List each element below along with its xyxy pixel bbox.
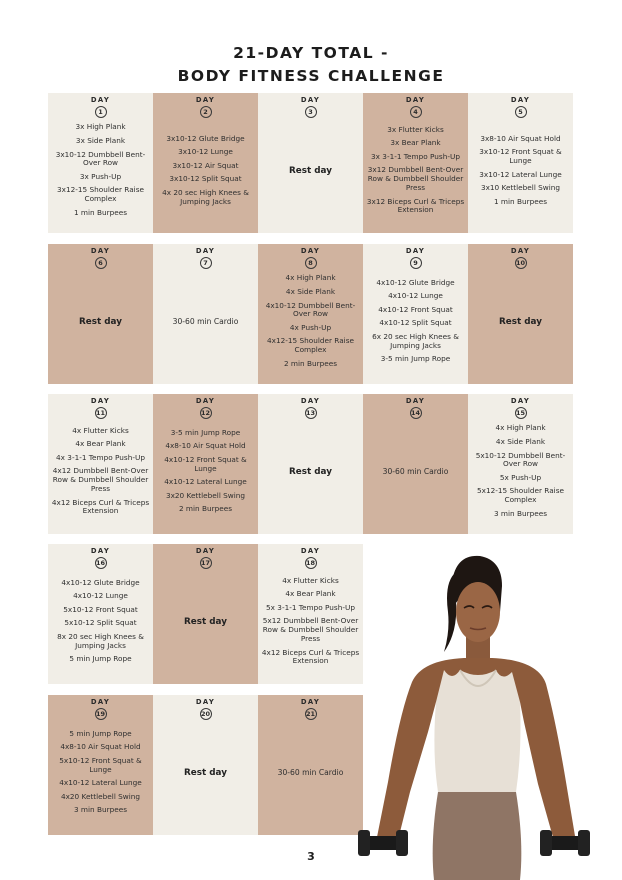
week-row-4 <box>48 544 363 684</box>
exercise-item: 4x10-12 Lunge <box>388 291 443 301</box>
exercise-item: 3 min Burpees <box>73 805 128 815</box>
day-label: DAY <box>195 96 216 104</box>
exercise-item: 4x12-15 Shoulder Raise Complex <box>267 336 354 355</box>
exercise-item: 3x10-12 Front Squat & Lunge <box>479 147 562 165</box>
exercise-item: 4x10-12 Glute Bridge <box>376 277 455 287</box>
day-content <box>261 720 360 835</box>
day-label: DAY <box>90 96 111 104</box>
day-number-badge: 18 <box>305 559 316 567</box>
exercise-item: 3-5 min Jump Rope <box>170 427 241 437</box>
day-content <box>51 269 150 384</box>
week-row-2 <box>48 244 573 384</box>
page-number: 3 <box>307 850 315 863</box>
title-line-1: 21-DAY TOTAL - <box>233 44 389 62</box>
day-number-badge: 4 <box>410 106 422 118</box>
exercise-item: 6x 20 sec High Knees & Jumping Jacks <box>372 332 459 350</box>
exercise-item: 5x10-12 Front Squat <box>63 604 138 614</box>
day-cell <box>468 93 573 233</box>
exercise-item: 4x10-12 Split Squat <box>379 318 452 328</box>
exercise-item: 5x10-12 Dumbbell Bent-Over Row <box>475 450 566 469</box>
exercise-item: 3x Bear Plank <box>390 138 441 148</box>
day-content <box>471 118 570 233</box>
day-label: DAY <box>195 547 216 555</box>
exercise-item: 5x12 Dumbbell Bent-Over Row & Dumbbell Shoulder Press <box>262 616 359 644</box>
day-cell <box>153 394 258 534</box>
exercise-item: 1 min Burpees <box>493 196 548 206</box>
exercise-item: 4x Push-Up <box>289 322 332 332</box>
exercise-item: 4x12 Biceps Curl & Triceps Extension <box>261 647 360 666</box>
day-cell <box>48 93 153 233</box>
day-label: DAY <box>510 96 531 104</box>
day-content <box>156 419 255 534</box>
exercise-item: 4x10-12 Glute Bridge <box>61 577 140 587</box>
exercise-item: 5x Push-Up <box>499 472 542 482</box>
exercise-item: 3x Side Plank <box>75 135 126 145</box>
day-cell <box>363 93 468 233</box>
exercise-item: 4x 20 sec High Knees & Jumping Jacks <box>162 187 249 206</box>
day-label: DAY <box>195 247 216 255</box>
day-cell <box>153 695 258 835</box>
rest-day-text: Rest day <box>499 316 542 327</box>
day-number-badge: 6 <box>95 257 107 269</box>
cardio-text: 30-60 min Cardio <box>277 768 344 777</box>
exercise-item: 4x8-10 Air Squat Hold <box>60 742 141 752</box>
day-content <box>51 419 150 534</box>
rest-day-text: Rest day <box>289 466 332 477</box>
exercise-item: 4x Bear Plank <box>285 589 336 599</box>
day-cell <box>48 244 153 384</box>
week-row-1 <box>48 93 573 233</box>
day-number-badge: 11 <box>95 409 106 417</box>
day-content <box>156 569 255 684</box>
exercise-item: 3x10-12 Air Squat <box>172 160 239 170</box>
day-label: DAY <box>90 247 111 255</box>
day-content <box>471 269 570 384</box>
exercise-item: 3x8-10 Air Squat Hold <box>480 133 561 143</box>
day-number-badge: 5 <box>515 106 527 118</box>
day-content <box>51 118 150 233</box>
exercise-item: 4x Flutter Kicks <box>282 575 339 585</box>
exercise-item: 5x 3-1-1 Tempo Push-Up <box>266 602 355 612</box>
exercise-item: 4x10-12 Lateral Lunge <box>164 477 247 487</box>
day-number-badge: 10 <box>515 259 526 267</box>
day-label: DAY <box>405 247 426 255</box>
day-content <box>366 118 465 233</box>
rest-day-text: Rest day <box>184 616 227 627</box>
rest-day-text: Rest day <box>79 316 122 327</box>
day-content <box>51 720 150 835</box>
day-cell <box>153 544 258 684</box>
exercise-item: 4x Side Plank <box>495 436 546 446</box>
day-label: DAY <box>300 96 321 104</box>
day-number-badge: 16 <box>95 559 106 567</box>
exercise-item: 4x20 Kettlebell Swing <box>60 791 141 801</box>
day-cell <box>258 244 363 384</box>
day-content <box>261 269 360 384</box>
exercise-item: 4x10-12 Front Squat & Lunge <box>164 454 247 473</box>
day-number-badge: 12 <box>200 409 211 417</box>
exercise-item: 3x High Plank <box>75 122 126 132</box>
day-content <box>366 419 465 534</box>
day-label: DAY <box>405 96 426 104</box>
day-content <box>261 118 360 233</box>
exercise-item: 4x10-12 Lunge <box>73 591 128 601</box>
exercise-item: 4x8-10 Air Squat Hold <box>165 441 246 451</box>
exercise-item: 8x 20 sec High Knees & Jumping Jacks <box>57 632 144 650</box>
exercise-item: 2 min Burpees <box>178 504 233 514</box>
exercise-item: 3x12 Dumbbell Bent-Over Row & Dumbbell Shoulder Press <box>367 165 464 193</box>
day-content <box>51 569 150 684</box>
exercise-item: 4x 3-1-1 Tempo Push-Up <box>56 452 145 462</box>
exercise-item: 5x12-15 Shoulder Raise Complex <box>477 486 564 505</box>
day-number-badge: 14 <box>410 409 421 417</box>
exercise-item: 5 min Jump Rope <box>69 728 132 738</box>
exercise-item: 3x10-12 Dumbbell Bent-Over Row <box>55 149 146 168</box>
exercise-item: 4x Side Plank <box>285 286 336 296</box>
title-line-2: BODY FITNESS CHALLENGE <box>177 67 445 85</box>
exercise-item: 3x Push-Up <box>79 171 122 181</box>
day-cell <box>468 394 573 534</box>
cardio-text: 30-60 min Cardio <box>382 467 449 476</box>
exercise-item: 3x12 Biceps Curl & Triceps Extension <box>366 196 465 215</box>
day-content <box>156 118 255 233</box>
week-row-3 <box>48 394 573 534</box>
exercise-item: 5x10-12 Split Squat <box>64 618 137 628</box>
day-content <box>156 269 255 384</box>
exercise-item: 4x High Plank <box>285 273 336 283</box>
exercise-item: 3x10-12 Glute Bridge <box>166 133 245 143</box>
day-number-badge: 9 <box>410 257 422 269</box>
exercise-item: 4x10-12 Lateral Lunge <box>59 778 142 788</box>
week-row-5 <box>48 695 363 835</box>
day-cell <box>363 244 468 384</box>
day-label: DAY <box>510 247 531 255</box>
day-cell <box>153 244 258 384</box>
day-label: DAY <box>90 698 111 706</box>
day-label: DAY <box>195 397 216 405</box>
day-label: DAY <box>405 397 426 405</box>
exercise-item: 3-5 min Jump Rope <box>380 354 451 364</box>
exercise-item: 3x10 Kettlebell Swing <box>480 183 561 193</box>
day-number-badge: 17 <box>200 559 211 567</box>
day-number-badge: 20 <box>200 710 211 718</box>
exercise-item: 3x10-12 Lunge <box>178 147 233 157</box>
day-label: DAY <box>510 397 531 405</box>
day-number-badge: 2 <box>200 106 212 118</box>
day-cell <box>48 394 153 534</box>
day-cell <box>48 544 153 684</box>
day-content <box>156 720 255 835</box>
day-cell <box>153 93 258 233</box>
exercise-item: 3x 3-1-1 Tempo Push-Up <box>371 151 460 161</box>
exercise-item: 5 min Jump Rope <box>69 654 132 664</box>
exercise-item: 2 min Burpees <box>283 358 338 368</box>
page-title <box>0 42 622 88</box>
exercise-item: 3x20 Kettlebell Swing <box>165 490 246 500</box>
athlete-photo <box>352 552 592 880</box>
exercise-item: 4x10-12 Front Squat <box>378 304 453 314</box>
rest-day-text: Rest day <box>184 767 227 778</box>
exercise-item: 4x Flutter Kicks <box>72 425 129 435</box>
day-label: DAY <box>300 698 321 706</box>
day-label: DAY <box>300 547 321 555</box>
exercise-item: 1 min Burpees <box>73 207 128 217</box>
day-cell <box>258 394 363 534</box>
cardio-text: 30-60 min Cardio <box>172 317 239 326</box>
day-label: DAY <box>195 698 216 706</box>
day-content <box>366 269 465 384</box>
exercise-item: 4x Bear Plank <box>75 439 126 449</box>
day-cell <box>258 544 363 684</box>
day-number-badge: 21 <box>305 710 316 718</box>
day-content <box>261 569 360 684</box>
exercise-item: 3x10-12 Lateral Lunge <box>479 169 562 179</box>
day-number-badge: 1 <box>95 106 107 118</box>
day-number-badge: 19 <box>95 710 106 718</box>
day-label: DAY <box>90 547 111 555</box>
exercise-item: 4x12 Dumbbell Bent-Over Row & Dumbbell Shoulder Press <box>52 466 149 494</box>
day-label: DAY <box>300 397 321 405</box>
day-label: DAY <box>300 247 321 255</box>
day-number-badge: 3 <box>305 106 317 118</box>
day-cell <box>258 93 363 233</box>
day-content <box>261 419 360 534</box>
day-cell <box>48 695 153 835</box>
exercise-item: 3x12-15 Shoulder Raise Complex <box>57 185 144 204</box>
exercise-item: 3x Flutter Kicks <box>387 124 444 134</box>
day-number-badge: 13 <box>305 409 316 417</box>
day-cell <box>258 695 363 835</box>
day-label: DAY <box>90 397 111 405</box>
rest-day-text: Rest day <box>289 165 332 176</box>
day-number-badge: 15 <box>515 409 526 417</box>
day-content <box>471 419 570 534</box>
exercise-item: 4x12 Biceps Curl & Triceps Extension <box>51 497 150 516</box>
day-cell <box>363 394 468 534</box>
exercise-item: 3x10-12 Split Squat <box>169 174 242 184</box>
exercise-item: 5x10-12 Front Squat & Lunge <box>59 755 142 774</box>
day-cell <box>468 244 573 384</box>
exercise-item: 3 min Burpees <box>493 508 548 518</box>
exercise-item: 4x High Plank <box>495 423 546 433</box>
day-number-badge: 7 <box>200 257 212 269</box>
exercise-item: 4x10-12 Dumbbell Bent-Over Row <box>265 300 356 319</box>
day-number-badge: 8 <box>305 257 317 269</box>
